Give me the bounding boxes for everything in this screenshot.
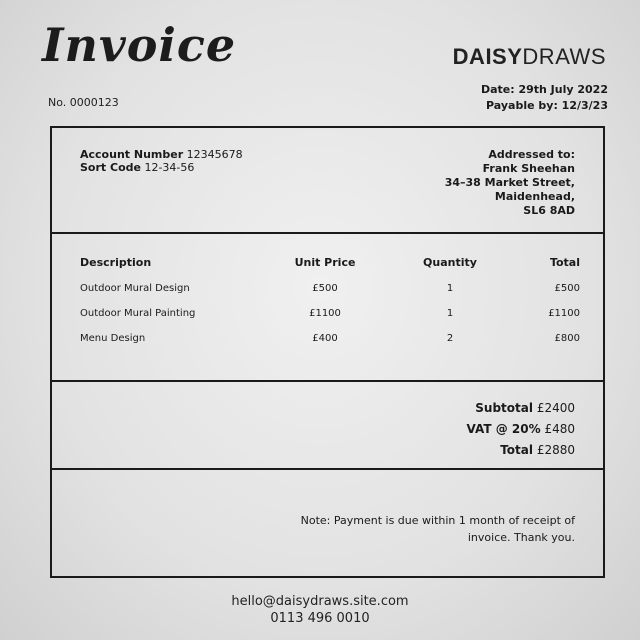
item-unit-price: £500 — [312, 283, 338, 294]
item-description: Outdoor Mural Painting — [80, 308, 196, 319]
vat-row — [467, 419, 575, 440]
account-number-label: Account Number — [80, 148, 184, 161]
totals-section — [50, 380, 605, 470]
subtotal-row — [467, 398, 575, 419]
brand-name-bold: DAISY — [452, 44, 523, 69]
item-unit-price: £1100 — [309, 308, 341, 319]
item-unit-price: £400 — [312, 333, 338, 344]
account-number-row — [80, 148, 243, 161]
line-items-table — [80, 256, 580, 358]
column-header-unit-price: Unit Price — [294, 256, 356, 269]
sort-code-row — [80, 161, 243, 174]
payment-note — [215, 512, 575, 546]
total-label: Total — [500, 443, 533, 457]
total-value: £2880 — [536, 443, 575, 457]
item-total: £800 — [554, 333, 580, 344]
brand-logo — [453, 44, 606, 70]
invoice-number: No. 0000123 — [48, 96, 119, 109]
column-header-description: Description — [80, 256, 152, 269]
table-row — [80, 308, 580, 333]
table-row — [80, 283, 580, 308]
note-line: Note: Payment is due within 1 month of receipt of — [300, 514, 575, 527]
subtotal-label: Subtotal — [475, 401, 533, 415]
sort-code-label: Sort Code — [80, 161, 141, 174]
note-section — [50, 468, 605, 578]
item-quantity: 2 — [446, 333, 454, 344]
address-line: Maidenhead, — [494, 190, 575, 203]
subtotal-value: £2400 — [536, 401, 575, 415]
vat-value: £480 — [544, 422, 575, 436]
address-heading: Addressed to: — [488, 148, 575, 161]
item-description: Menu Design — [80, 333, 146, 344]
line-items-section — [50, 232, 605, 382]
item-total: £500 — [554, 283, 580, 294]
sort-code-value: 12-34-56 — [144, 161, 195, 174]
address-line: 34–38 Market Street, — [444, 176, 575, 189]
table-header-row — [80, 256, 580, 283]
contact-email[interactable]: hello@daisydraws.site.com — [231, 594, 409, 609]
item-description: Outdoor Mural Design — [80, 283, 190, 294]
invoice-date: Date: 29th July 2022 — [480, 83, 608, 96]
account-address-section — [50, 126, 605, 234]
totals-block — [467, 398, 575, 461]
billing-address — [445, 148, 575, 218]
note-line: invoice. Thank you. — [467, 531, 575, 544]
column-header-total: Total — [549, 256, 580, 269]
item-quantity: 1 — [446, 308, 454, 319]
item-total: £1100 — [548, 308, 580, 319]
item-quantity: 1 — [446, 283, 454, 294]
account-number-value: 12345678 — [186, 148, 243, 161]
brand-name-light: DRAWS — [522, 44, 606, 69]
invoice-title: Invoice — [42, 18, 237, 72]
contact-phone[interactable]: 0113 496 0010 — [270, 611, 370, 626]
footer-contact — [0, 593, 640, 627]
total-row — [467, 440, 575, 461]
bank-details — [80, 148, 243, 174]
vat-label: VAT @ 20% — [466, 422, 541, 436]
address-line: Frank Sheehan — [482, 162, 575, 175]
table-row — [80, 333, 580, 358]
column-header-quantity: Quantity — [423, 256, 477, 269]
address-line: SL6 8AD — [523, 204, 575, 217]
invoice-dates — [481, 82, 608, 114]
payable-by-date: Payable by: 12/3/23 — [486, 99, 608, 112]
